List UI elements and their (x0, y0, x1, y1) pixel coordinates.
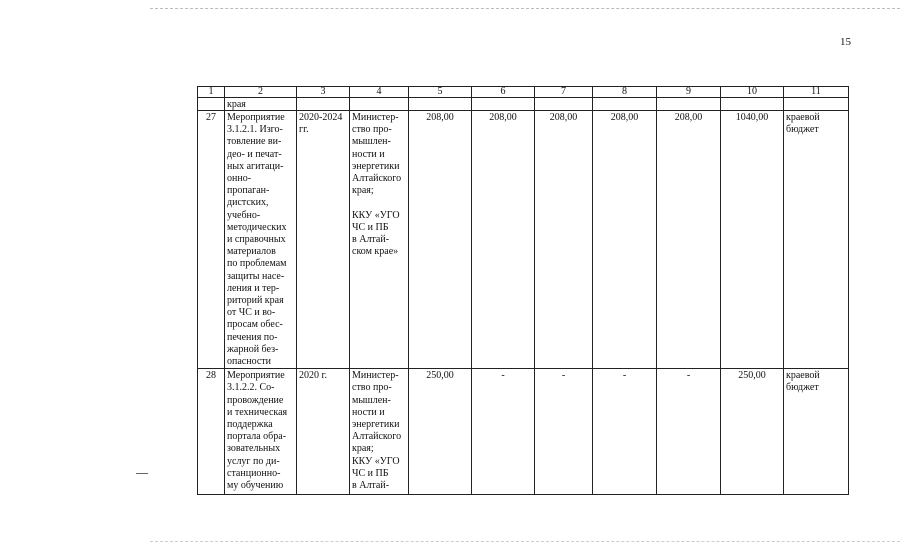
event-description-line: опасности (227, 356, 271, 368)
funding-source-line: краевой (786, 112, 820, 123)
page-number: 15 (840, 36, 851, 48)
funding-source-line: краевой (786, 370, 820, 382)
event-description-line: защиты насе- (227, 270, 285, 282)
event-description-line: провождение (227, 394, 284, 406)
header-cell: 5 (409, 87, 472, 98)
event-description-line: методических (227, 221, 287, 233)
executor-line: Алтайского (352, 173, 402, 185)
executor-line: в Алтай- (352, 480, 390, 492)
event-description-line: зовательных (227, 443, 281, 455)
total-amount: 1040,00 (721, 111, 784, 369)
period-line: гг. (299, 124, 309, 136)
period-line: 2020 г. (299, 370, 327, 382)
row-number: 27 (198, 111, 225, 369)
margin-mark (136, 473, 148, 474)
header-cell: 9 (657, 87, 721, 98)
continuation-row (198, 98, 849, 111)
event-description-line: и справочных (227, 234, 286, 246)
event-description-line: риторий края (227, 295, 284, 307)
funding-source (784, 111, 849, 369)
executor (350, 111, 409, 369)
amount-cell: - (472, 369, 535, 495)
total-amount: 250,00 (721, 369, 784, 495)
amount-cell: 208,00 (409, 111, 472, 369)
executor-line: края; (352, 443, 374, 455)
executor-line: ЧС и ПБ (352, 467, 389, 479)
event-description-line: ления и тер- (227, 282, 280, 294)
header-cell: 11 (784, 87, 849, 98)
executor-line: ности и (352, 148, 385, 160)
budget-table (197, 86, 849, 495)
executor-line: энергетики (352, 419, 400, 431)
header-cell: 10 (721, 87, 784, 98)
event-description (225, 111, 297, 369)
event-description-line: онно- (227, 173, 252, 185)
event-description-line: по проблемам (227, 258, 287, 270)
event-description-line: от ЧС и во- (227, 307, 276, 319)
event-description-line: део- и печат- (227, 148, 282, 160)
event-description-line: 3.1.2.2. Со- (227, 382, 275, 394)
table-row (198, 111, 849, 369)
period (297, 369, 350, 495)
executor-line: энергетики (352, 160, 400, 172)
executor (350, 369, 409, 495)
event-description-line: поддержка (227, 419, 273, 431)
header-cell: 4 (350, 87, 409, 98)
period (297, 111, 350, 369)
event-description-line: услуг по ди- (227, 455, 280, 467)
amount-cell: - (593, 369, 657, 495)
event-description-line: товление ви- (227, 136, 282, 148)
amount-cell: 208,00 (535, 111, 593, 369)
executor-line: ККУ «УГО (352, 455, 400, 467)
event-description-line: ных агитаци- (227, 160, 284, 172)
event-description-line: просам обес- (227, 319, 283, 331)
executor-line: Алтайского (352, 431, 402, 443)
executor-line: ККУ «УГО (352, 209, 400, 221)
table-header-row (198, 87, 849, 98)
period-line: 2020-2024 (299, 112, 343, 123)
event-description-line: Мероприятие (227, 370, 285, 382)
executor-line: Министер- (352, 112, 399, 123)
header-cell: 3 (297, 87, 350, 98)
amount-cell: 250,00 (409, 369, 472, 495)
table-row (198, 369, 849, 495)
event-description-line: пропаган- (227, 185, 270, 197)
event-description-line: 3.1.2.1. Изго- (227, 124, 283, 136)
executor-line: ство про- (352, 382, 392, 394)
event-description-line: жарной без- (227, 343, 279, 355)
event-description-line: материалов (227, 246, 276, 258)
amount-cell: 208,00 (657, 111, 721, 369)
event-description-line: и техническая (227, 406, 288, 418)
continuation-text: края (225, 98, 297, 111)
executor-line: края; (352, 185, 374, 197)
event-description-line: портала обра- (227, 431, 287, 443)
scan-edge-bottom (150, 541, 900, 542)
amount-cell: 208,00 (472, 111, 535, 369)
event-description-line: печения по- (227, 331, 278, 343)
funding-source-line: бюджет (786, 124, 819, 136)
executor-line: в Алтай- (352, 234, 390, 246)
executor-line: ском крае» (352, 246, 399, 258)
event-description (225, 369, 297, 495)
executor-line: Министер- (352, 370, 399, 382)
header-cell: 2 (225, 87, 297, 98)
scan-edge-top (150, 8, 900, 9)
amount-cell: - (535, 369, 593, 495)
event-description-line: станционно- (227, 467, 281, 479)
event-description-line: Мероприятие (227, 112, 285, 123)
executor-line (352, 197, 406, 209)
amount-cell: - (657, 369, 721, 495)
header-cell: 8 (593, 87, 657, 98)
row-number: 28 (198, 369, 225, 495)
executor-line: ство про- (352, 124, 392, 136)
event-description-line: му обучению (227, 480, 284, 492)
event-description-line: дистских, (227, 197, 269, 209)
header-cell: 1 (198, 87, 225, 98)
event-description-line: учебно- (227, 209, 261, 221)
amount-cell: 208,00 (593, 111, 657, 369)
executor-line: мышлен- (352, 394, 391, 406)
header-cell: 7 (535, 87, 593, 98)
funding-source-line: бюджет (786, 382, 819, 394)
header-cell: 6 (472, 87, 535, 98)
executor-line: мышлен- (352, 136, 391, 148)
funding-source (784, 369, 849, 495)
executor-line: ЧС и ПБ (352, 221, 389, 233)
executor-line: ности и (352, 406, 385, 418)
